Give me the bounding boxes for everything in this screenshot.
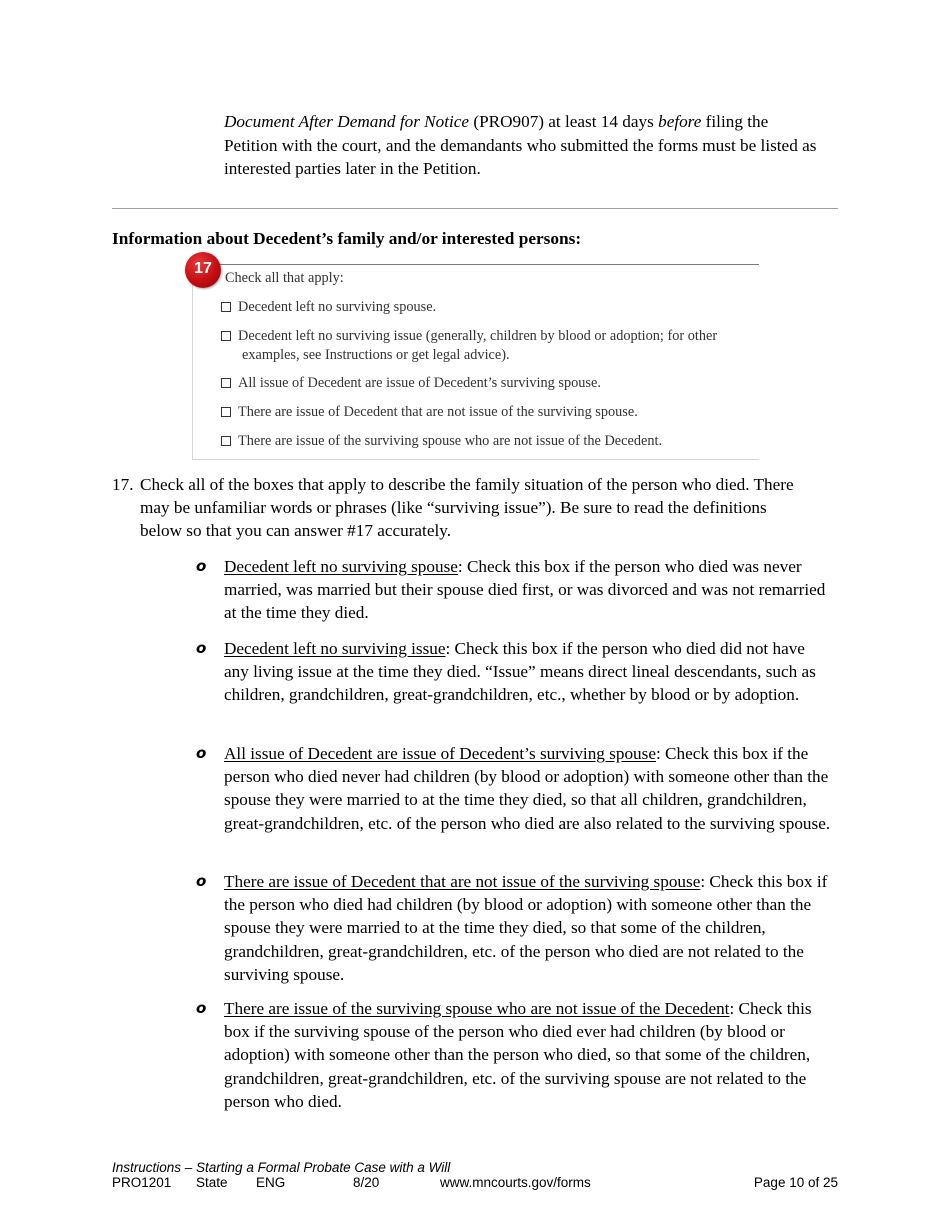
form-option-label: Decedent left no surviving spouse. bbox=[238, 299, 437, 315]
bullet-icon: o bbox=[196, 639, 207, 657]
form-option-label: All issue of Decedent are issue of Decedent’s surviving spouse. bbox=[238, 375, 601, 391]
definition-text: : Check this box if the surviving spouse of the person who died ever had children (by blood or adoption) with someone other than the person who died, so that some of the children, grandchildren, great-grandchildren, etc. of the surviving spouse are not related to the person who died. bbox=[224, 999, 812, 1111]
form-option-no-issue bbox=[221, 327, 751, 365]
item-17-instruction bbox=[112, 473, 812, 543]
intro-text-1: (PRO907) at least 14 days bbox=[469, 112, 659, 131]
section-divider bbox=[112, 208, 838, 209]
definition-term: All issue of Decedent are issue of Decedent’s surviving spouse bbox=[224, 744, 656, 763]
definition-term: There are issue of Decedent that are not issue of the surviving spouse bbox=[224, 872, 701, 891]
checkbox-icon bbox=[221, 302, 231, 312]
form-option-label: There are issue of the surviving spouse who are not issue of the Decedent. bbox=[238, 433, 663, 449]
intro-emphasis: before bbox=[658, 112, 702, 131]
bullet-icon: o bbox=[196, 872, 207, 890]
definition-text: : Check this box if the person who died did not have any living issue at the time they died. “Issue” means direct lineal descendants, such as children, grandchildren, great-grandchildren, etc., whether by blood or by adoption. bbox=[224, 639, 816, 705]
form-option-decedent-issue-not-spouse bbox=[221, 403, 751, 422]
definition-decedent-issue-not-spouse bbox=[196, 870, 834, 986]
definition-spouse-issue-not-decedent bbox=[196, 997, 834, 1113]
item-17-text: Check all of the boxes that apply to describe the family situation of the person who died. There may be unfamiliar words or phrases (like “surviving issue”). Be sure to read the definitions below so that you can answer #17 accurately. bbox=[140, 475, 794, 541]
footer-page-number: Page 10 of 25 bbox=[753, 1175, 838, 1190]
intro-text-2: filing the Petition with the court, and the demandants who submitted the forms must be listed as interested parties later in the Petition. bbox=[224, 112, 817, 178]
definition-text: : Check this box if the person who died had children (by blood or adoption) with someone other than the spouse they were married to at the time they died, so that some of the children, grandchildren, great-grandchildren, etc. of the person who died are not related to the surviving spouse. bbox=[224, 872, 828, 984]
bullet-icon: o bbox=[196, 557, 207, 575]
footer-jurisdiction: State bbox=[196, 1175, 228, 1190]
section-heading: Information about Decedent’s family and/or interested persons: bbox=[112, 229, 582, 248]
checkbox-icon bbox=[221, 378, 231, 388]
form-option-spouse-issue-not-decedent bbox=[221, 432, 751, 451]
footer-language: ENG bbox=[256, 1175, 286, 1190]
footer-title: Instructions – Starting a Formal Probate Case with a Will bbox=[112, 1160, 451, 1175]
definition-term: There are issue of the surviving spouse who are not issue of the Decedent bbox=[224, 999, 730, 1018]
form-option-no-spouse bbox=[221, 298, 751, 317]
item-number-badge: 17 bbox=[185, 252, 221, 288]
form-option-label: Decedent left no surviving issue (generally, children by blood or adoption; for other bbox=[238, 328, 718, 344]
footer-date: 8/20 bbox=[353, 1175, 380, 1190]
definition-text: : Check this box if the person who died never had children (by blood or adoption) with someone other than the spouse they were married to at the time they died, so that all children, grandchildren, great-grandchildren, etc. of the person who died are also related to the surviving spouse. bbox=[224, 744, 831, 833]
footer-form-code: PRO1201 bbox=[112, 1175, 172, 1190]
checkbox-icon bbox=[221, 331, 231, 341]
intro-form-title: Document After Demand for Notice bbox=[224, 112, 470, 131]
definition-all-issue-of-spouse bbox=[196, 742, 834, 835]
bullet-icon: o bbox=[196, 999, 207, 1017]
definition-no-surviving-spouse bbox=[196, 555, 834, 625]
definition-term: Decedent left no surviving spouse bbox=[224, 557, 458, 576]
definition-no-surviving-issue bbox=[196, 637, 834, 707]
form-option-label: There are issue of Decedent that are not issue of the surviving spouse. bbox=[238, 404, 638, 420]
form-option-all-issue-of-spouse bbox=[221, 374, 751, 393]
intro-paragraph bbox=[224, 110, 824, 181]
form-prompt: Check all that apply: bbox=[225, 270, 344, 286]
definition-text: : Check this box if the person who died was never married, was married but their spouse died first, or was divorced and was not remarried at the time they died. bbox=[224, 557, 826, 623]
checkbox-icon bbox=[221, 436, 231, 446]
definition-term: Decedent left no surviving issue bbox=[224, 639, 446, 658]
page-footer bbox=[112, 1160, 838, 1193]
bullet-icon: o bbox=[196, 744, 207, 762]
checkbox-icon bbox=[221, 407, 231, 417]
item-number: 17. bbox=[112, 475, 134, 494]
footer-url: www.mncourts.gov/forms bbox=[440, 1175, 591, 1190]
form-option-label-continued: examples, see Instructions or get legal advice). bbox=[242, 347, 510, 363]
